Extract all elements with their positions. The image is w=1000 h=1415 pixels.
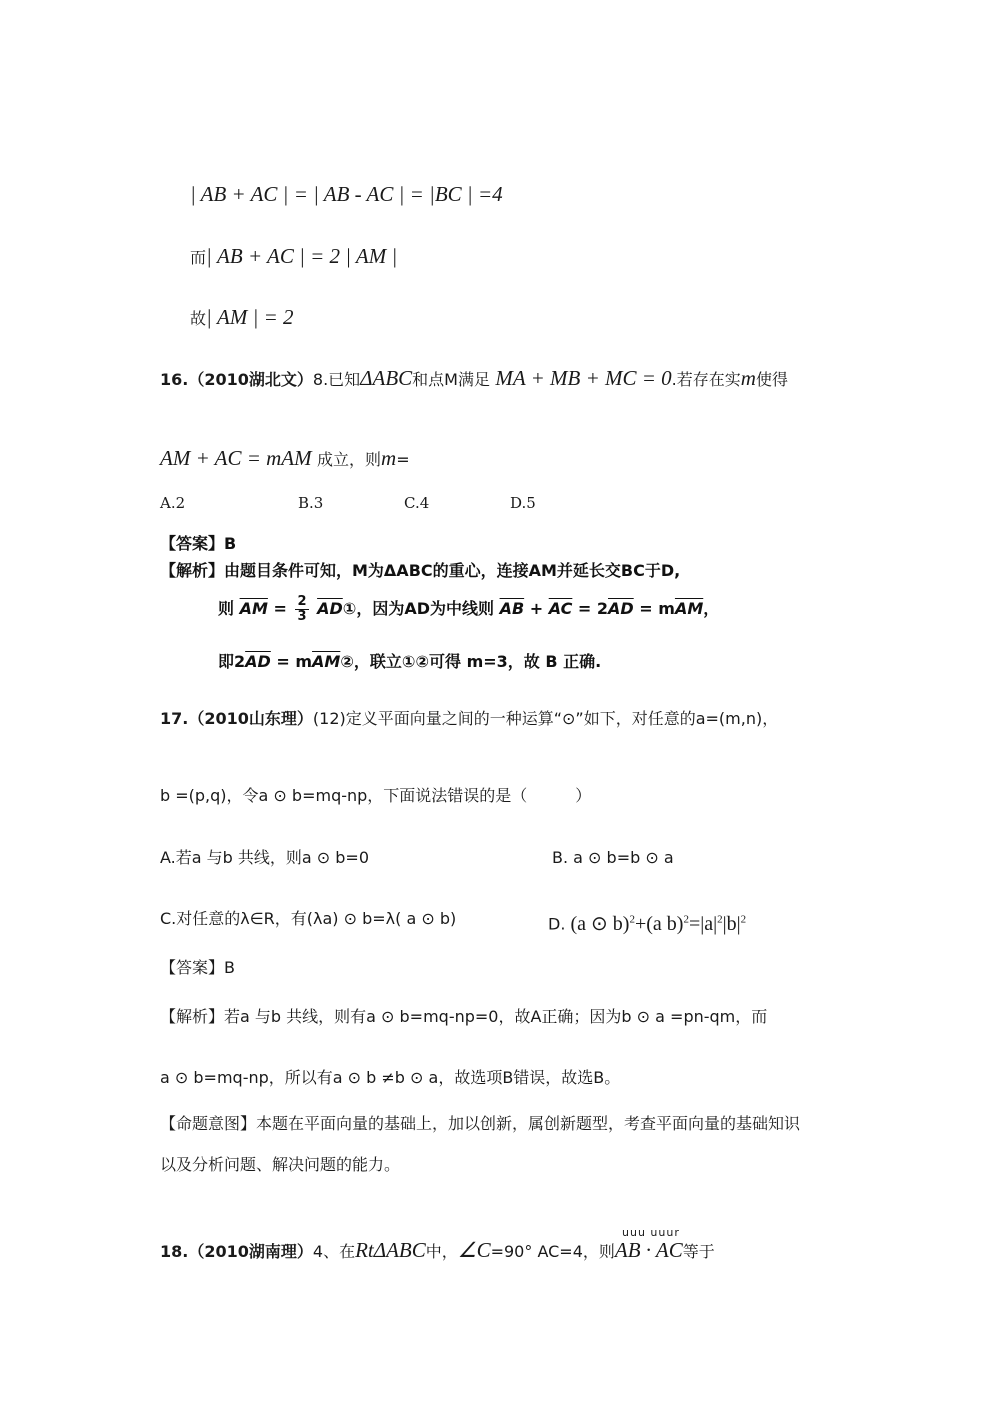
q16-analysis-line-2 [218,594,719,624]
q16-a2-plus: + [529,599,544,618]
q17-text1: (12)定义平面向量之间的一种运算“⊙”如下，对任意的a=(m,n)， [312,709,779,728]
q18-math2: ∠C [457,1238,491,1262]
q18-vector-arrows: uuu uuur [622,1226,680,1239]
q16-a3-then: 即2 [218,652,246,671]
q16-math1: ΔABC [360,366,413,390]
q16-text1: 8.已知 [312,370,361,389]
q16-option-a: A.2 [160,494,186,512]
line3-prefix: 故 [190,309,207,328]
q17-answer: 【答案】B [160,958,235,977]
q17-analysis-line-2: a ⊙ b=mq-np，所以有a ⊙ b ≠b ⊙ a，故选项B错误，故选B。 [160,1068,621,1087]
q18-text2: 中， [425,1242,458,1261]
q16-a2-text: ①，因为AD为中线则 [342,599,494,618]
q16-a2-comma: ， [703,599,720,618]
q16-answer: 【答案】B [160,534,237,553]
equation-line-1: | AB + AC | = | AB - AC | = |BC | =4 [190,182,503,206]
fraction-numerator: 2 [297,594,307,609]
line2-prefix: 而 [190,248,207,267]
q16-analysis-line-3 [218,650,601,674]
fraction-denominator: 3 [297,609,307,624]
q17-option-b: B. a ⊙ b=b ⊙ a [552,848,674,867]
q16-option-b: B.3 [298,494,324,512]
q17-intent-line-1: 【命题意图】本题在平面向量的基础上，加以创新，属创新题型，考查平面向量的基础知识 [160,1114,801,1133]
q16-number: 16.（2010湖北文） [160,370,313,389]
q16-a3-eq: = m [276,652,313,671]
q16-a2-eq3: = m [639,599,675,618]
line2-math: | AB + AC | = 2 | AM | [206,244,398,268]
equation-line-3 [190,305,294,331]
q18-text1: 4、在 [312,1242,356,1261]
q17-stem-line-1 [160,707,778,731]
q17-number: 17.（2010山东理） [160,709,313,728]
q16-math3: m [740,366,756,390]
q16-a3-am: $\overline{AM}$ [312,652,341,671]
q17-option-a: A.若a 与b 共线，则a ⊙ b=0 [160,848,370,867]
q16-line2-text: 成立，则 [317,450,382,469]
q16-a3-ad: $\overline{AD}$ [245,652,271,671]
q16-line2-math: AM + AC = mAM [160,446,312,470]
q16-option-c: C.4 [404,494,430,512]
q18-math1: RtΔABC [355,1238,426,1262]
q16-a2-ac: $\overline{AC}$ [548,599,573,618]
q17-optd-math: (a ⊙ b)$^2$+(a $b)^2=|a|^2|b|^2$ [570,912,747,935]
q16-stem-line-1 [160,366,788,392]
q16-a2-eq: = [273,599,287,618]
q18-number: 18.（2010湖南理） [160,1242,313,1261]
q16-a2-eq2: = 2 [577,599,609,618]
q18-stem-line-1 [160,1238,715,1264]
q16-a3-text: ②，联立①②可得 m=3，故 B 正确. [340,652,602,671]
q16-line2-eq: = [396,450,410,469]
q17-option-c: C.对任意的λ∈R，有(λa) ⊙ b=λ( a ⊙ b) [160,909,457,928]
q17-stem-line-2: b =(p,q)，令a ⊙ b=mq-np，下面说法错误的是（ ） [160,786,592,805]
q16-line2-m: m [381,446,397,470]
q16-a2-then: 则 [218,599,235,618]
q16-text2: 和点M满足 [412,370,490,389]
q17-analysis-line-1: 【解析】若a 与b 共线，则有a ⊙ b=mq-np=0，故A正确；因为b ⊙ a =pn-qm，而 [160,1007,768,1026]
q16-text4: 使得 [755,370,788,389]
q18-text3: =90° AC=4，则 [490,1242,615,1261]
q16-a2-ad: $\overline{AD}$ [317,599,343,618]
q18-math3: AB · AC [614,1238,683,1262]
fraction-two-thirds [295,595,308,624]
q16-text3: .若存在实 [671,370,741,389]
q17-option-d [548,907,746,937]
q18-text4: 等于 [682,1242,715,1261]
q16-a2-ab: $\overline{AB}$ [499,599,525,618]
equation-line-2 [190,244,397,270]
q16-stem-line-2 [160,446,410,472]
q16-a2-am: $\overline{AM}$ [239,599,268,618]
line3-math: | AM | = 2 [206,305,294,329]
q16-option-d: D.5 [510,494,536,512]
q16-analysis-line-1: 【解析】由题目条件可知，M为ΔABC的重心，连接AM并延长交BC于D, [160,561,681,580]
q16-a2-ad2: $\overline{AD}$ [608,599,634,618]
q17-intent-line-2: 以及分析问题、解决问题的能力。 [160,1155,401,1174]
q16-math2: MA + MB + MC = 0 [495,366,672,390]
q16-a2-am2: $\overline{AM}$ [674,599,704,618]
q17-optd-label: D. [548,914,566,934]
